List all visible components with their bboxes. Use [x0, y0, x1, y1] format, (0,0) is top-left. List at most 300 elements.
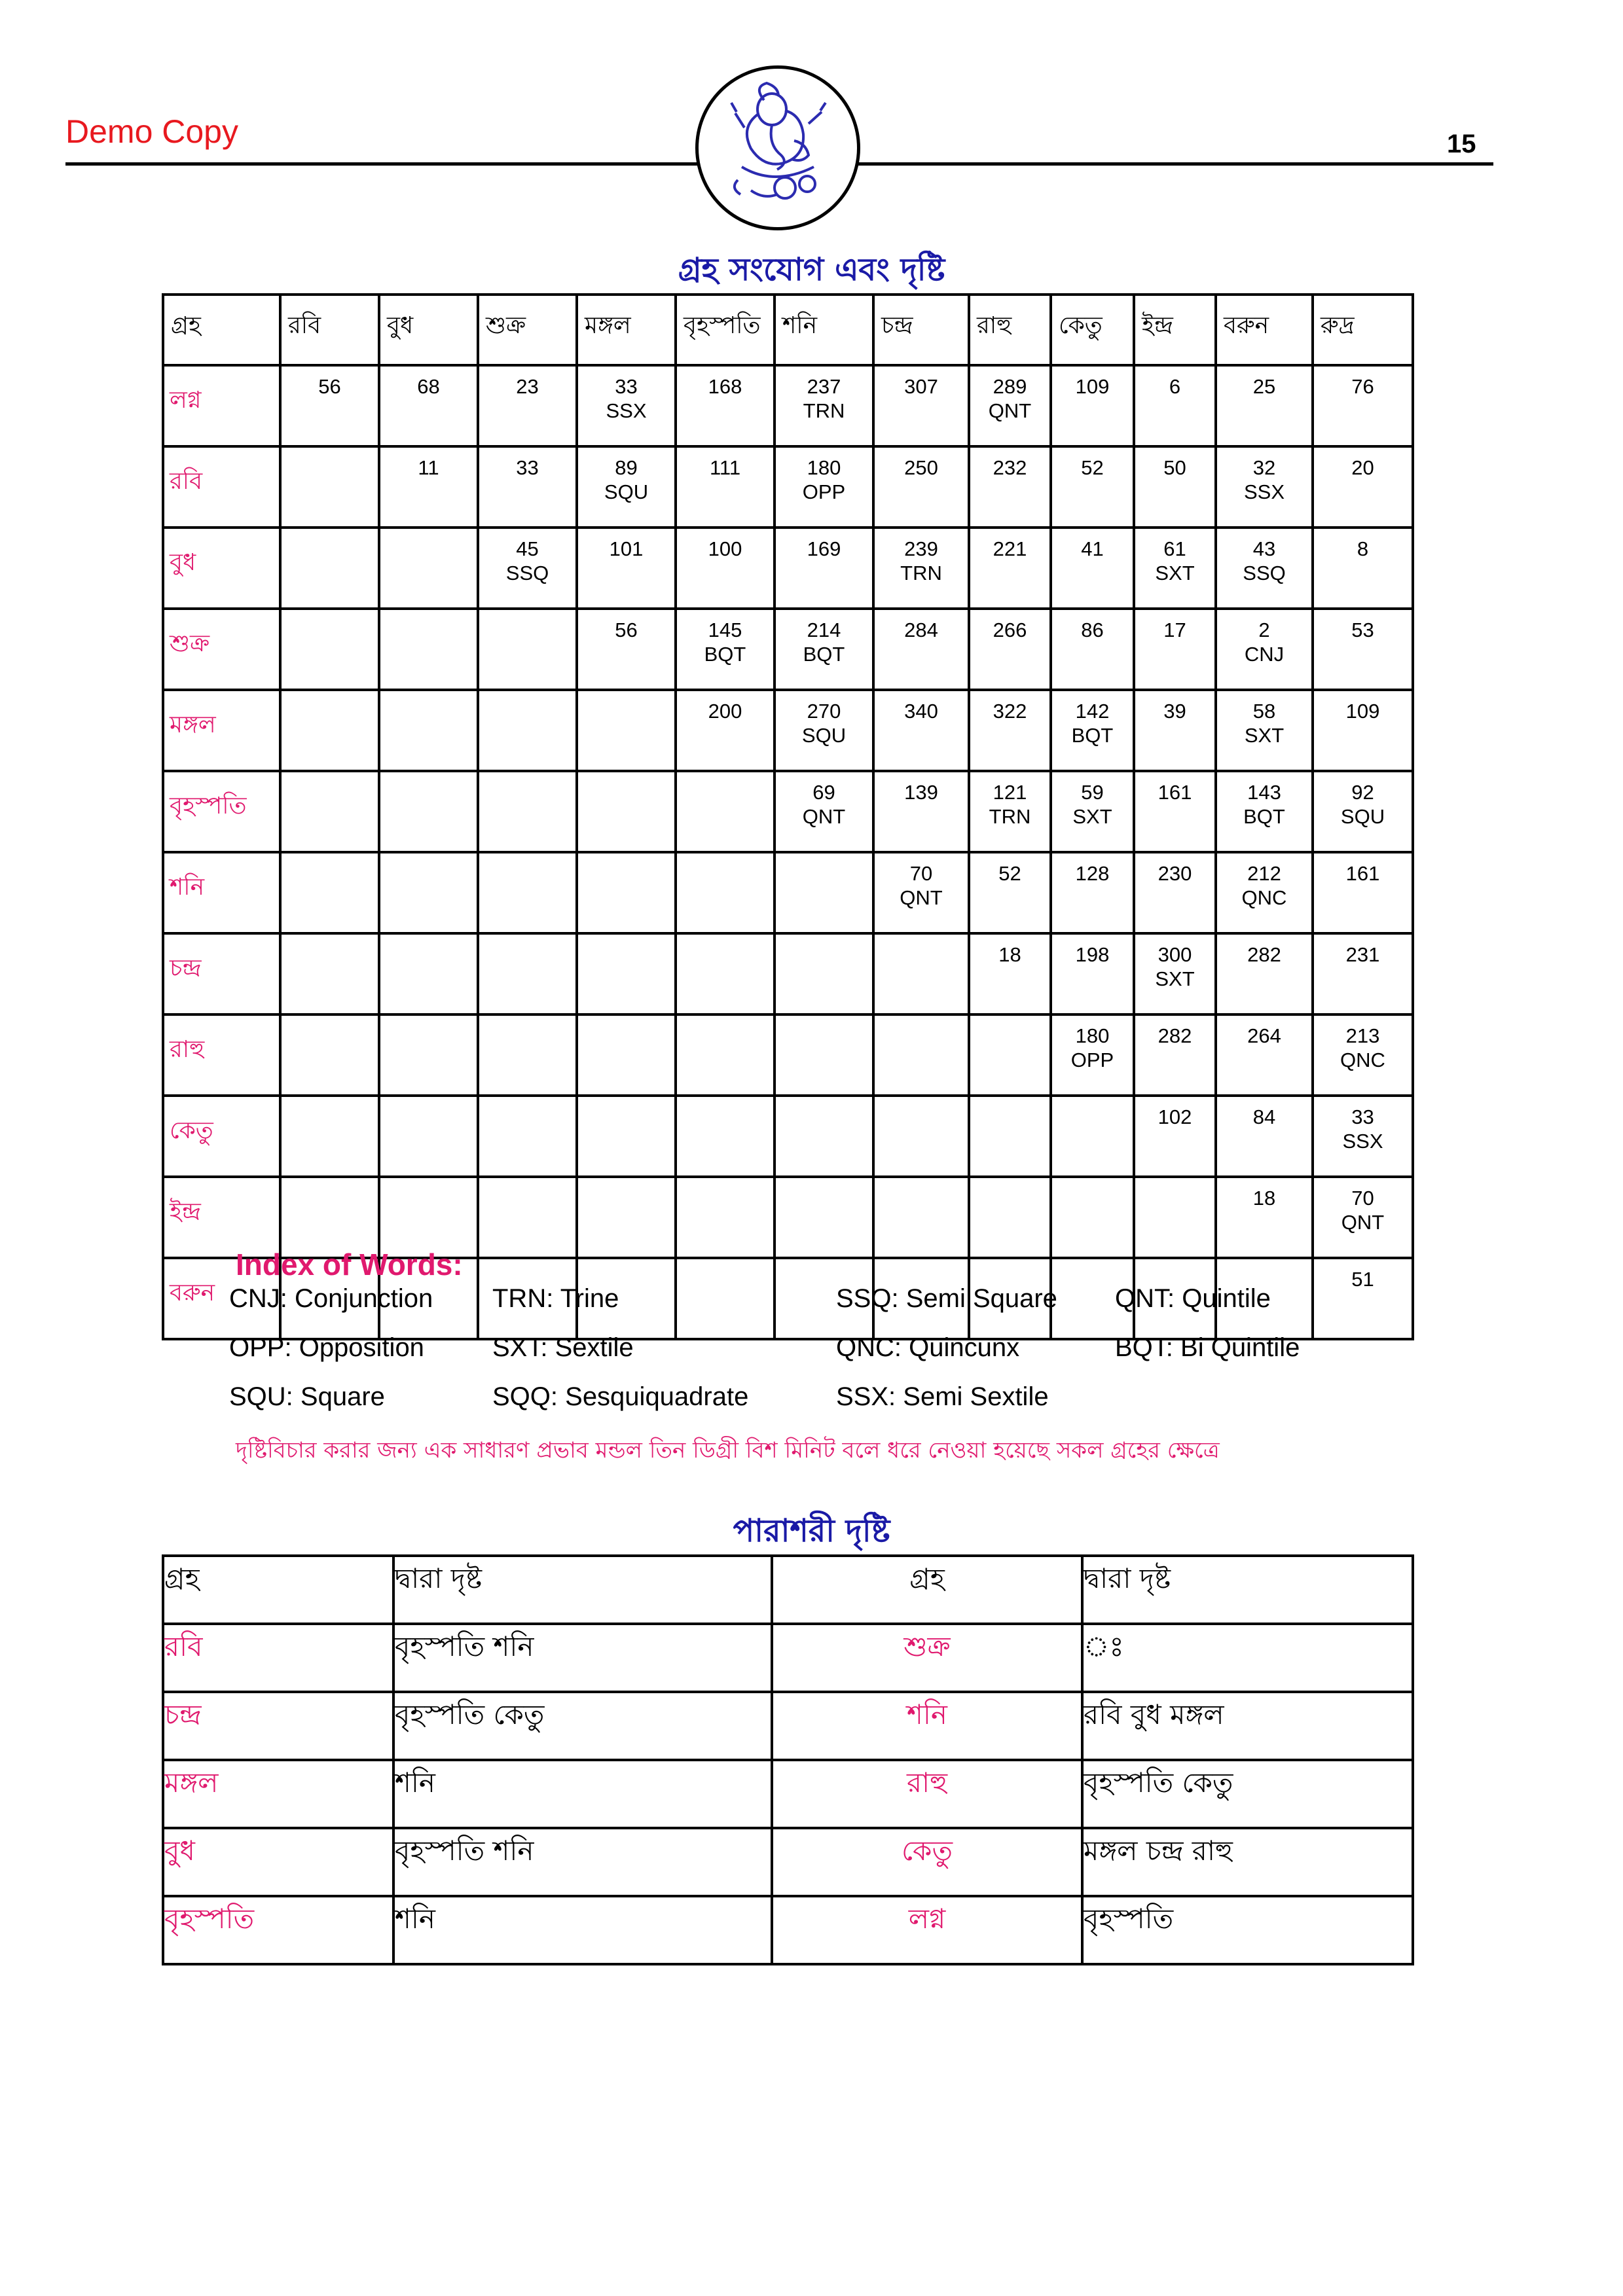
table-row	[163, 528, 1413, 609]
aspect-degree: 289	[993, 375, 1027, 398]
aspect-degree: 32	[1252, 456, 1276, 479]
aspect-cell	[280, 1177, 379, 1258]
aspect-cell	[969, 690, 1051, 771]
aspect-cell	[577, 609, 676, 690]
aspect-cell	[478, 1014, 577, 1096]
row-label: রাহু	[163, 1014, 280, 1096]
aspect-cell	[969, 771, 1051, 852]
table-row	[163, 771, 1413, 852]
aspect-cell	[280, 528, 379, 609]
aspect-code: QNC	[1340, 1049, 1385, 1071]
aspect-degree: 109	[1345, 700, 1380, 723]
aspected-by-cell: মঙ্গল চন্দ্র রাহু	[1082, 1828, 1413, 1896]
aspect-cell	[478, 1096, 577, 1177]
aspected-by-cell: শনি	[393, 1896, 772, 1964]
page-number: 15	[1447, 130, 1476, 158]
aspect-cell	[1134, 528, 1216, 609]
aspect-degree: 161	[1345, 862, 1380, 885]
aspect-cell	[1051, 609, 1134, 690]
aspect-cell	[379, 528, 478, 609]
aspect-degree: 53	[1351, 619, 1374, 641]
aspect-cell	[1313, 933, 1413, 1014]
header-planet: গ্রহ	[163, 1556, 393, 1624]
aspect-cell	[280, 690, 379, 771]
index-entry: CNJ: Conjunction	[229, 1284, 433, 1313]
table-row	[163, 933, 1413, 1014]
parashari-table	[162, 1554, 1414, 1965]
aspect-cell	[676, 446, 775, 528]
aspect-cell	[676, 852, 775, 933]
aspect-degree: 198	[1075, 943, 1110, 966]
aspect-cell	[969, 1096, 1051, 1177]
aspect-code: OPP	[1070, 1049, 1114, 1071]
col-header: রুদ্র	[1313, 295, 1413, 365]
aspect-cell	[873, 528, 969, 609]
aspect-code: SSX	[606, 399, 647, 422]
ganesha-emblem-icon	[699, 69, 857, 227]
index-entry: OPP: Opposition	[229, 1333, 424, 1362]
aspect-code: BQT	[1071, 724, 1114, 747]
aspect-cell	[676, 1177, 775, 1258]
header-aspected-by: দ্বারা দৃষ্ট	[393, 1556, 772, 1624]
aspect-cell	[1216, 609, 1313, 690]
aspect-cell	[379, 771, 478, 852]
table-row	[163, 1692, 1413, 1760]
aspect-cell	[280, 1014, 379, 1096]
row-label: কেতু	[163, 1096, 280, 1177]
aspect-cell	[969, 1177, 1051, 1258]
aspect-degree: 59	[1081, 781, 1104, 804]
aspect-cell	[1134, 1096, 1216, 1177]
aspect-cell	[379, 1096, 478, 1177]
aspect-cell	[577, 365, 676, 446]
table-row	[163, 1624, 1413, 1692]
table-row	[163, 690, 1413, 771]
aspect-cell	[1134, 852, 1216, 933]
aspect-degree: 102	[1158, 1105, 1192, 1128]
aspect-degree: 39	[1163, 700, 1186, 723]
aspect-degree: 168	[708, 375, 742, 398]
aspect-cell	[775, 690, 873, 771]
aspect-code: SXT	[1072, 805, 1112, 828]
aspected-by-cell: বৃহস্পতি কেতু	[393, 1692, 772, 1760]
aspect-degree: 43	[1252, 537, 1276, 560]
aspect-cell	[577, 690, 676, 771]
aspect-cell	[676, 1014, 775, 1096]
index-entry: QNT: Quintile	[1115, 1284, 1271, 1313]
aspect-degree: 239	[904, 537, 938, 560]
aspect-degree: 89	[615, 456, 638, 479]
aspect-cell	[379, 446, 478, 528]
aspected-by-cell: শনি	[393, 1760, 772, 1828]
row-label: শনি	[163, 852, 280, 933]
aspect-degree: 69	[812, 781, 835, 804]
aspect-degree: 50	[1163, 456, 1186, 479]
aspect-degree: 25	[1252, 375, 1276, 398]
aspect-cell	[676, 365, 775, 446]
aspect-code: BQT	[803, 643, 845, 666]
aspect-cell	[280, 446, 379, 528]
aspect-cell	[1216, 771, 1313, 852]
table-row	[163, 1177, 1413, 1258]
aspect-cell	[1313, 446, 1413, 528]
aspect-degree: 56	[318, 375, 341, 398]
aspect-degree: 52	[998, 862, 1021, 885]
aspect-degree: 300	[1158, 943, 1192, 966]
aspect-cell	[775, 446, 873, 528]
aspect-degree: 145	[708, 619, 742, 641]
aspect-cell	[969, 1014, 1051, 1096]
aspect-cell	[873, 852, 969, 933]
aspect-cell	[379, 690, 478, 771]
aspect-code: QNT	[1341, 1211, 1385, 1234]
aspect-code: SSQ	[505, 562, 549, 584]
aspect-code: OPP	[802, 480, 846, 503]
aspect-degree: 142	[1075, 700, 1110, 723]
aspect-cell	[1216, 1014, 1313, 1096]
aspect-degree: 33	[516, 456, 539, 479]
aspect-degree: 76	[1351, 375, 1374, 398]
table-row	[163, 852, 1413, 933]
aspect-cell	[1134, 446, 1216, 528]
aspect-cell	[1216, 690, 1313, 771]
aspect-degree: 52	[1081, 456, 1104, 479]
index-entry: SQQ: Sesquiquadrate	[492, 1382, 749, 1411]
aspect-cell	[873, 609, 969, 690]
aspected-by-cell: বৃহস্পতি	[1082, 1896, 1413, 1964]
aspect-cell	[775, 1096, 873, 1177]
aspect-code: QNT	[802, 805, 846, 828]
aspect-degree: 70	[1351, 1187, 1374, 1210]
aspect-cell	[969, 365, 1051, 446]
aspect-cell	[1313, 1177, 1413, 1258]
aspect-cell	[969, 528, 1051, 609]
aspect-cell	[873, 1096, 969, 1177]
aspect-cell	[969, 609, 1051, 690]
aspect-cell	[1216, 446, 1313, 528]
aspect-cell	[969, 446, 1051, 528]
aspect-degree: 214	[807, 619, 841, 641]
aspect-degree: 6	[1169, 375, 1181, 398]
aspect-cell	[775, 771, 873, 852]
aspect-cell	[577, 528, 676, 609]
parashari-title: পারাশরী দৃষ্টি	[733, 1513, 890, 1549]
col-header: কেতু	[1051, 295, 1134, 365]
aspect-degree: 230	[1158, 862, 1192, 885]
aspect-cell	[478, 1177, 577, 1258]
aspect-cell	[1051, 771, 1134, 852]
aspect-degree: 18	[998, 943, 1021, 966]
aspect-cell	[478, 446, 577, 528]
table-row	[163, 1828, 1413, 1896]
aspect-degree: 101	[609, 537, 644, 560]
aspect-cell	[1051, 933, 1134, 1014]
aspect-degree: 45	[516, 537, 539, 560]
aspect-degree: 128	[1075, 862, 1110, 885]
aspect-cell	[478, 690, 577, 771]
aspect-degree: 33	[615, 375, 638, 398]
aspected-by-cell: বৃহস্পতি শনি	[393, 1828, 772, 1896]
aspect-table-title: গ্রহ সংযোগ এবং দৃষ্টি	[678, 251, 945, 288]
aspect-code: SQU	[1340, 805, 1385, 828]
row-label: রবি	[163, 446, 280, 528]
aspect-code: TRN	[989, 805, 1031, 828]
aspect-degree: 180	[1075, 1024, 1110, 1047]
col-header: রবি	[280, 295, 379, 365]
aspect-cell	[1134, 1177, 1216, 1258]
aspect-cell	[1051, 528, 1134, 609]
aspected-by-cell: রবি বুধ মঙ্গল	[1082, 1692, 1413, 1760]
col-header: ইন্দ্র	[1134, 295, 1216, 365]
planet-cell: রবি	[163, 1624, 393, 1692]
aspect-cell	[577, 446, 676, 528]
aspect-degree: 86	[1081, 619, 1104, 641]
aspect-degree: 109	[1075, 375, 1110, 398]
aspect-cell	[1313, 771, 1413, 852]
planet-cell: মঙ্গল	[163, 1760, 393, 1828]
aspect-cell	[1313, 365, 1413, 446]
aspect-degree: 340	[904, 700, 938, 723]
aspect-cell	[676, 1258, 775, 1339]
aspect-degree: 200	[708, 700, 742, 723]
aspect-cell	[775, 1177, 873, 1258]
aspect-degree: 221	[993, 537, 1027, 560]
planet-cell: লগ্ন	[772, 1896, 1082, 1964]
planet-cell: শনি	[772, 1692, 1082, 1760]
col-header: শনি	[775, 295, 873, 365]
planet-cell: কেতু	[772, 1828, 1082, 1896]
aspect-cell	[478, 852, 577, 933]
aspect-cell	[873, 690, 969, 771]
col-header: শুক্র	[478, 295, 577, 365]
index-entry: SQU: Square	[229, 1382, 385, 1411]
aspect-cell	[676, 1096, 775, 1177]
col-header: মঙ্গল	[577, 295, 676, 365]
aspect-cell	[478, 528, 577, 609]
aspect-degree: 84	[1252, 1105, 1276, 1128]
aspect-cell	[1134, 771, 1216, 852]
aspect-degree: 70	[909, 862, 933, 885]
aspect-code: QNT	[900, 886, 943, 909]
aspect-cell	[280, 852, 379, 933]
aspect-degree: 282	[1247, 943, 1281, 966]
aspect-cell	[873, 771, 969, 852]
aspect-cell	[1216, 1177, 1313, 1258]
aspect-cell	[873, 933, 969, 1014]
aspected-by-cell: বৃহস্পতি শনি	[393, 1624, 772, 1692]
aspect-cell	[1313, 528, 1413, 609]
col-header: বরুন	[1216, 295, 1313, 365]
aspect-degree: 58	[1252, 700, 1276, 723]
aspect-cell	[1134, 609, 1216, 690]
orb-note: দৃষ্টিবিচার করার জন্য এক সাধারণ প্রভাব মন্ডল তিন ডিগ্রী বিশ মিনিট বলে ধরে নেওয়া হয়েছে সকল গ্রহের ক্ষেত্রে	[236, 1437, 1220, 1463]
aspect-cell	[1216, 528, 1313, 609]
aspect-cell	[1216, 852, 1313, 933]
row-label: শুক্র	[163, 609, 280, 690]
parashari-header-row	[163, 1556, 1413, 1624]
aspect-code: TRN	[900, 562, 942, 584]
aspect-degree: 41	[1081, 537, 1104, 560]
aspect-degree: 231	[1345, 943, 1380, 966]
aspect-code: SSQ	[1243, 562, 1286, 584]
header-planet: গ্রহ	[772, 1556, 1082, 1624]
aspect-cell	[379, 852, 478, 933]
aspect-degree: 212	[1247, 862, 1281, 885]
index-entry: SXT: Sextile	[492, 1333, 634, 1362]
aspect-cell	[775, 528, 873, 609]
index-entry: TRN: Trine	[492, 1284, 619, 1313]
aspect-degree: 250	[904, 456, 938, 479]
corner-header: গ্রহ	[163, 295, 280, 365]
aspect-degree: 92	[1351, 781, 1374, 804]
aspect-degree: 139	[904, 781, 938, 804]
aspect-code: CNJ	[1244, 643, 1285, 666]
ganesha-emblem-icon	[695, 65, 860, 230]
aspect-code: SSX	[1243, 480, 1285, 503]
table-row	[163, 446, 1413, 528]
aspect-cell	[379, 933, 478, 1014]
aspect-degree: 213	[1345, 1024, 1380, 1047]
aspect-degree: 23	[516, 375, 539, 398]
aspected-by-cell: ঃ	[1082, 1624, 1413, 1692]
aspect-cell	[1313, 1258, 1413, 1339]
aspect-degree: 51	[1351, 1268, 1374, 1291]
col-header: বুধ	[379, 295, 478, 365]
aspect-cell	[969, 852, 1051, 933]
aspect-cell	[1134, 365, 1216, 446]
header-rule-right	[858, 162, 1493, 166]
header-rule-left	[65, 162, 697, 166]
index-entry: SSQ: Semi Square	[836, 1284, 1057, 1313]
aspect-degree: 17	[1163, 619, 1186, 641]
index-entry: SSX: Semi Sextile	[836, 1382, 1049, 1411]
aspect-header-row	[163, 295, 1413, 365]
aspect-cell	[775, 1014, 873, 1096]
row-label: লগ্ন	[163, 365, 280, 446]
aspect-cell	[1051, 1177, 1134, 1258]
aspect-cell	[1051, 446, 1134, 528]
aspect-cell	[1216, 933, 1313, 1014]
aspect-cell	[280, 609, 379, 690]
aspect-cell	[1313, 1014, 1413, 1096]
aspect-cell	[577, 1177, 676, 1258]
table-row	[163, 609, 1413, 690]
aspect-cell	[1313, 1096, 1413, 1177]
aspect-degree: 232	[993, 456, 1027, 479]
aspect-cell	[379, 1177, 478, 1258]
aspect-cell	[873, 1177, 969, 1258]
aspect-degree: 56	[615, 619, 638, 641]
aspect-degree: 33	[1351, 1105, 1374, 1128]
demo-copy-label: Demo Copy	[65, 113, 238, 150]
table-row	[163, 1760, 1413, 1828]
aspect-code: SXT	[1244, 724, 1285, 747]
aspect-code: SQU	[801, 724, 847, 747]
row-label: ইন্দ্র	[163, 1177, 280, 1258]
aspect-degree: 100	[708, 537, 742, 560]
aspect-degree: 8	[1357, 537, 1369, 560]
aspect-cell	[1051, 690, 1134, 771]
aspect-degree: 307	[904, 375, 938, 398]
aspect-cell	[1313, 609, 1413, 690]
aspect-degree: 161	[1158, 781, 1192, 804]
table-row	[163, 365, 1413, 446]
aspect-cell	[1216, 365, 1313, 446]
aspect-cell	[577, 1014, 676, 1096]
planet-cell: শুক্র	[772, 1624, 1082, 1692]
aspect-code: SXT	[1155, 562, 1195, 584]
header-aspected-by: দ্বারা দৃষ্ট	[1082, 1556, 1413, 1624]
aspect-cell	[1134, 1014, 1216, 1096]
aspect-cell	[577, 1096, 676, 1177]
aspect-code: SQU	[604, 480, 649, 503]
aspect-cell	[280, 365, 379, 446]
aspect-cell	[676, 609, 775, 690]
aspect-cell	[1051, 852, 1134, 933]
aspect-degree: 237	[807, 375, 841, 398]
aspect-cell	[873, 365, 969, 446]
col-header: চন্দ্র	[873, 295, 969, 365]
aspect-code: BQT	[704, 643, 746, 666]
aspect-degree: 169	[807, 537, 841, 560]
aspect-cell	[873, 446, 969, 528]
aspect-cell	[1051, 365, 1134, 446]
aspect-cell	[478, 933, 577, 1014]
aspect-cell	[577, 771, 676, 852]
table-row	[163, 1896, 1413, 1964]
col-header: রাহু	[969, 295, 1051, 365]
aspect-cell	[478, 771, 577, 852]
aspect-code: BQT	[1243, 805, 1285, 828]
aspect-cell	[1313, 852, 1413, 933]
aspect-cell	[1051, 1014, 1134, 1096]
aspect-degree: 284	[904, 619, 938, 641]
aspect-degree: 68	[417, 375, 440, 398]
aspect-degree: 18	[1252, 1187, 1276, 1210]
aspect-cell	[280, 933, 379, 1014]
aspect-degree: 111	[709, 456, 741, 479]
aspect-cell	[379, 365, 478, 446]
aspect-cell	[775, 609, 873, 690]
aspect-cell	[379, 1014, 478, 1096]
aspect-code: QNT	[988, 399, 1032, 422]
aspect-degree: 282	[1158, 1024, 1192, 1047]
aspect-degree: 20	[1351, 456, 1374, 479]
aspect-cell	[379, 609, 478, 690]
aspect-code: QNC	[1241, 886, 1287, 909]
table-row	[163, 1096, 1413, 1177]
aspect-cell	[873, 1014, 969, 1096]
aspect-cell	[775, 365, 873, 446]
aspect-degree: 264	[1247, 1024, 1281, 1047]
aspect-degree: 61	[1163, 537, 1186, 560]
row-label: মঙ্গল	[163, 690, 280, 771]
aspect-cell	[775, 933, 873, 1014]
aspect-cell	[1051, 1096, 1134, 1177]
aspect-cell	[577, 933, 676, 1014]
aspect-degree: 180	[807, 456, 841, 479]
aspect-code: SXT	[1155, 967, 1195, 990]
index-entry: QNC: Quincunx	[836, 1333, 1020, 1362]
aspect-cell	[676, 771, 775, 852]
aspect-code: TRN	[803, 399, 845, 422]
aspect-degree: 2	[1258, 619, 1270, 641]
aspect-cell	[1134, 933, 1216, 1014]
planet-cell: বৃহস্পতি	[163, 1896, 393, 1964]
aspect-degree: 266	[993, 619, 1027, 641]
aspect-cell	[577, 852, 676, 933]
aspect-degree: 143	[1247, 781, 1281, 804]
